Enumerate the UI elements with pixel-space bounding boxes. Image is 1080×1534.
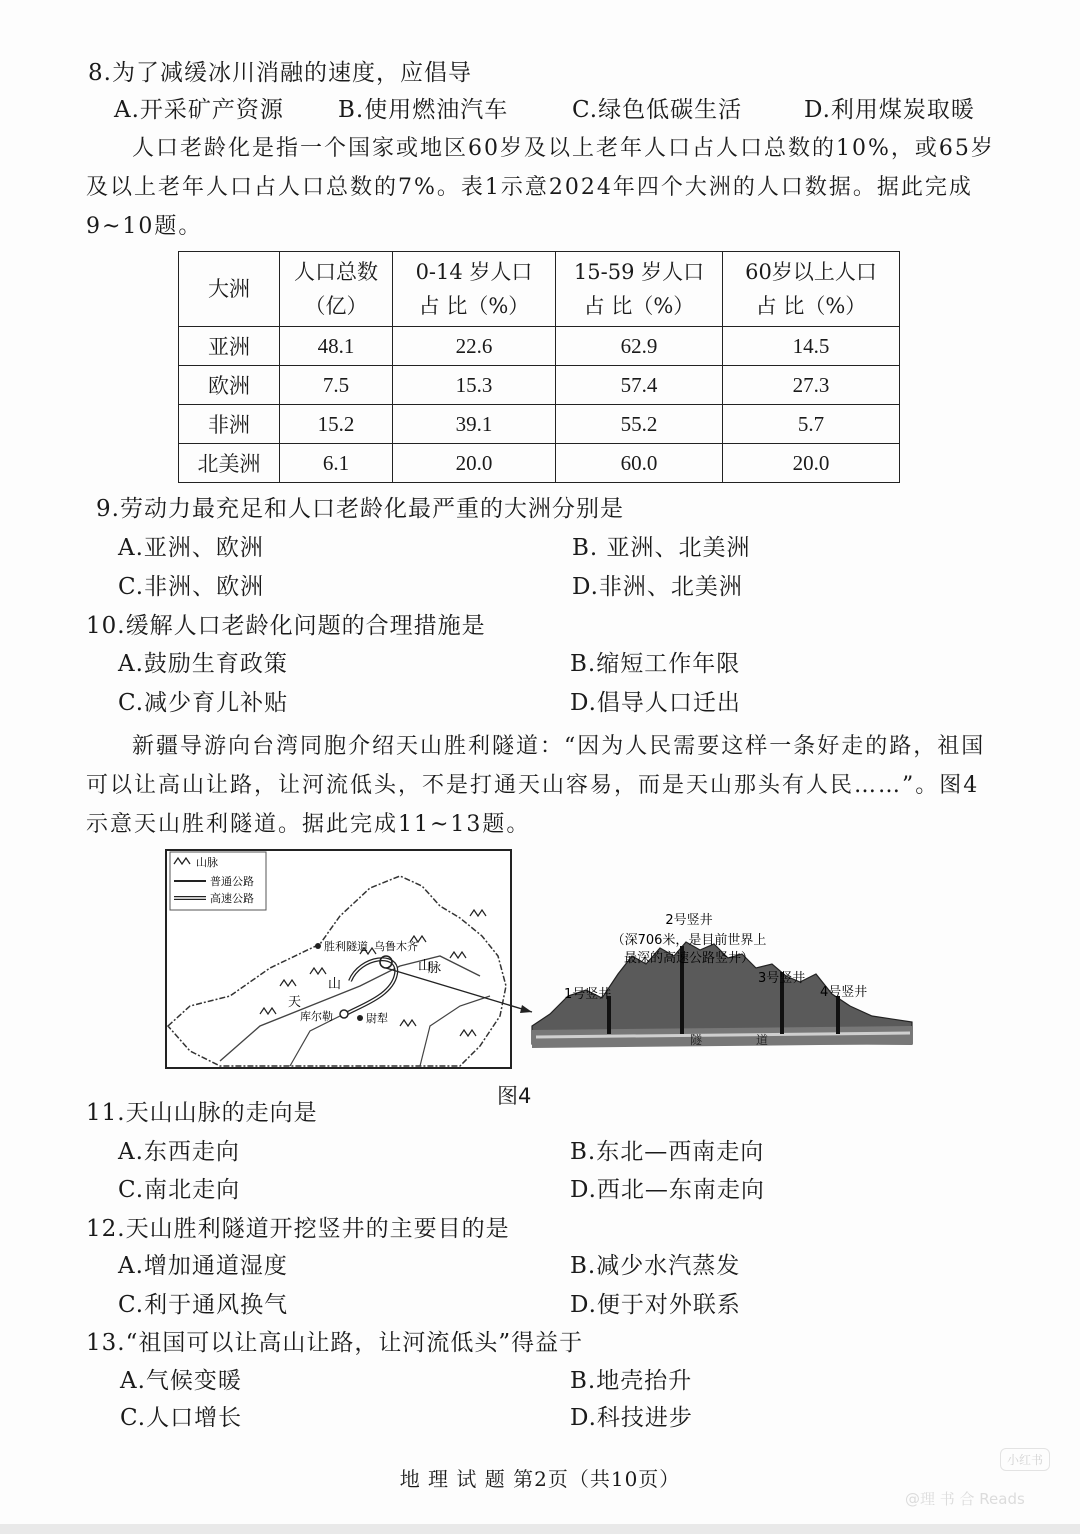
table-cell: 亚洲: [179, 327, 280, 366]
shaft3-label: 3号竖井: [758, 971, 806, 986]
q12-option-c: C.利于通风换气: [118, 1292, 289, 1318]
table-header-row: [179, 252, 900, 327]
shaft2-note-line1: （深706米，是目前世界上: [611, 933, 767, 948]
page-footer: 地 理 试 题 第2页（共10页）: [399, 1467, 681, 1491]
table-cell: 20.0: [393, 444, 556, 483]
table-row: [179, 444, 900, 483]
q10-option-c: C.减少育儿补贴: [118, 690, 289, 716]
table-cell: 欧洲: [179, 366, 280, 405]
watermark-badge: 小红书: [1000, 1448, 1050, 1471]
intro-aging-text: 人口老龄化是指一个国家或地区60岁及以上老年人口占人口总数的10%，或65岁及以上老年人口占人口总数的7%。表1示意2024年四个大洲的人口数据。据此完成9~10题。: [86, 136, 995, 239]
table-cell: 39.1: [393, 405, 556, 444]
header-total: 人口总数 （亿）: [280, 252, 393, 327]
table-cell: 57.4: [556, 366, 723, 405]
table-cell: 15.2: [280, 405, 393, 444]
q8-option-d: D.利用煤炭取暖: [804, 97, 975, 123]
q12-option-a: A.增加通道湿度: [118, 1253, 288, 1279]
q9-option-b: B. 亚洲、北美洲: [572, 535, 751, 561]
q13-option-a: A.气候变暖: [120, 1368, 242, 1394]
q13-option-b: B.地壳抬升: [570, 1368, 693, 1394]
map-label-mai: 脉: [428, 961, 442, 976]
pointer-arrowhead: [520, 1005, 532, 1013]
q13-stem: 13.“祖国可以让高山让路，让河流低头”得益于: [86, 1330, 584, 1356]
table-cell: 27.3: [723, 366, 900, 405]
table-cell: 48.1: [280, 327, 393, 366]
yuli-marker: [357, 1015, 363, 1021]
tunnel-text-dao: 道: [756, 1033, 769, 1047]
table-cell: 15.3: [393, 366, 556, 405]
q10-option-a: A.鼓励生育政策: [118, 651, 288, 677]
q8-stem: 8.为了减缓冰川消融的速度，应倡导: [88, 60, 472, 86]
legend-mountain-label: 山脉: [196, 856, 218, 869]
shaft2-note-line2: 最深的高速公路竖井）: [623, 951, 755, 966]
figure-caption: 图4: [497, 1084, 532, 1108]
table-cell: 22.6: [393, 327, 556, 366]
tunnel-marker: [315, 943, 321, 949]
table-row: [179, 327, 900, 366]
q12-stem: 12.天山胜利隧道开挖竖井的主要目的是: [86, 1216, 510, 1242]
q12-option-d: D.便于对外联系: [570, 1292, 741, 1318]
shaft1-label: 1号竖井: [564, 987, 612, 1002]
q8-option-a: A.开采矿产资源: [114, 97, 284, 123]
q9-option-a: A.亚洲、欧洲: [118, 535, 264, 561]
header-continent: 大洲: [179, 252, 280, 327]
table-cell: 55.2: [556, 405, 723, 444]
q11-stem: 11.天山山脉的走向是: [86, 1100, 318, 1126]
map-label-shan2: 山: [418, 959, 432, 974]
header-0-14: 0-14 岁人口 占 比（%）: [393, 252, 556, 327]
q8-option-c: C.绿色低碳生活: [572, 97, 743, 123]
q9-option-c: C.非洲、欧洲: [118, 574, 265, 600]
q11-option-b: B.东北—西南走向: [570, 1139, 765, 1165]
intro-aging-paragraph: [86, 129, 998, 246]
q11-option-d: D.西北—东南走向: [570, 1177, 765, 1203]
map-label-tian: 天: [288, 995, 302, 1010]
q11-option-c: C.南北走向: [118, 1177, 241, 1203]
q10-stem: 10.缓解人口老龄化问题的合理措施是: [86, 613, 486, 639]
table-cell: 20.0: [723, 444, 900, 483]
bottom-bar: [0, 1524, 1080, 1534]
q8-option-b: B.使用燃油汽车: [338, 97, 509, 123]
table-cell: 北美洲: [179, 444, 280, 483]
legend-highway-label: 高速公路: [210, 892, 254, 905]
figure-4-tianshan-tunnel: [160, 846, 920, 1072]
tunnel-text-sui: 隧: [690, 1033, 703, 1047]
q10-option-d: D.倡导人口迁出: [570, 690, 741, 716]
legend-road-label: 普通公路: [210, 875, 254, 888]
korla-marker: [340, 1010, 348, 1018]
q9-stem: 9.劳动力最充足和人口老龄化最严重的大洲分别是: [96, 496, 624, 522]
q10-option-b: B.缩短工作年限: [570, 651, 741, 677]
shaft4-label: 4号竖井: [820, 985, 868, 1000]
table-row: [179, 405, 900, 444]
table-cell: 5.7: [723, 405, 900, 444]
q12-option-b: B.减少水汽蒸发: [570, 1253, 741, 1279]
q9-option-d: D.非洲、北美洲: [572, 574, 743, 600]
population-table: [178, 251, 900, 483]
shaft-4: [836, 996, 840, 1034]
table-cell: 60.0: [556, 444, 723, 483]
shaft2-title: 2号竖井: [665, 913, 713, 928]
table-cell: 7.5: [280, 366, 393, 405]
table-row: [179, 366, 900, 405]
table-cell: 6.1: [280, 444, 393, 483]
intro-tunnel-text: 新疆导游向台湾同胞介绍天山胜利隧道：“因为人民需要这样一条好走的路，祖国可以让高山让路，让河流低头，不是打通天山容易，而是天山那头有人民……”。图4示意天山胜利隧道。据此完成11~13题。: [86, 734, 986, 837]
intro-tunnel-paragraph: [86, 727, 998, 844]
tunnel-label: 胜利隧道: [324, 940, 368, 953]
yuli-label: 尉犁: [366, 1012, 388, 1025]
header-15-59: 15-59 岁人口 占 比（%）: [556, 252, 723, 327]
header-60plus: 60岁以上人口 占 比（%）: [723, 252, 900, 327]
q13-option-c: C.人口增长: [120, 1405, 243, 1431]
q13-option-d: D.科技进步: [570, 1405, 693, 1431]
q11-option-a: A.东西走向: [118, 1139, 240, 1165]
map-label-shan: 山: [328, 977, 342, 992]
watermark-text: @理 书 合 Reads: [905, 1490, 1025, 1508]
urumqi-label: 乌鲁木齐: [374, 940, 418, 953]
table-cell: 62.9: [556, 327, 723, 366]
table-cell: 非洲: [179, 405, 280, 444]
table-cell: 14.5: [723, 327, 900, 366]
korla-label: 库尔勒: [300, 1010, 333, 1023]
